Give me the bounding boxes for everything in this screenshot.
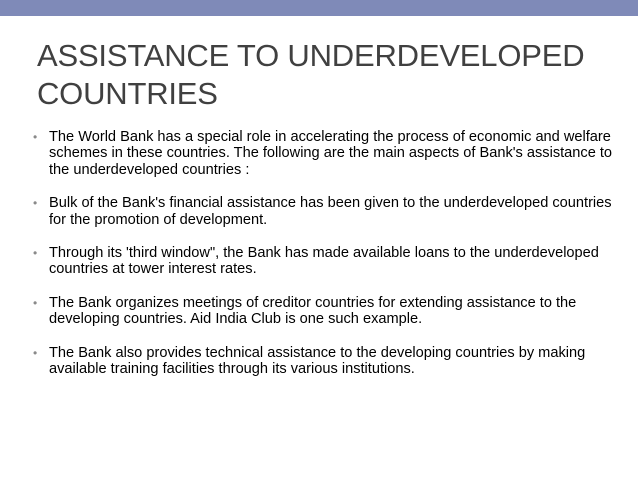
bullet-text: The Bank organizes meetings of creditor countries for extending assistance to the developing countries. Aid India Club is one such example. bbox=[49, 294, 577, 328]
bullet-dot-icon: • bbox=[33, 246, 38, 261]
header-band bbox=[0, 0, 638, 16]
bullet-item bbox=[33, 195, 613, 228]
bullet-dot-icon: • bbox=[33, 196, 38, 211]
bullet-item bbox=[33, 129, 613, 178]
bullet-dot-icon: • bbox=[33, 295, 38, 310]
bullet-dot-icon: • bbox=[33, 345, 38, 360]
bullet-text: The World Bank has a special role in accelerating the process of economic and welfare schemes in these countries. The following are the main aspects of Bank's assistance to the underdeveloped countries : bbox=[49, 129, 613, 178]
bullet-text: Bulk of the Bank's financial assistance has been given to the underdeveloped countries for the promotion of development. bbox=[49, 195, 612, 228]
bullet-list bbox=[33, 129, 613, 394]
bullet-text: The Bank also provides technical assistance to the developing countries by making available training facilities through its various institutions. bbox=[49, 344, 586, 378]
slide-title bbox=[37, 37, 627, 113]
bullet-dot-icon: • bbox=[33, 130, 38, 144]
bullet-item bbox=[33, 245, 613, 278]
bullet-text: Through its 'third window", the Bank has made available loans to the underdeveloped countries at tower interest rates. bbox=[49, 245, 599, 278]
bullet-item bbox=[33, 295, 613, 328]
slide-title-line-1: ASSISTANCE TO UNDERDEVELOPED bbox=[37, 38, 585, 73]
slide-title-line-2: COUNTRIES bbox=[37, 76, 218, 111]
bullet-item bbox=[33, 345, 613, 378]
